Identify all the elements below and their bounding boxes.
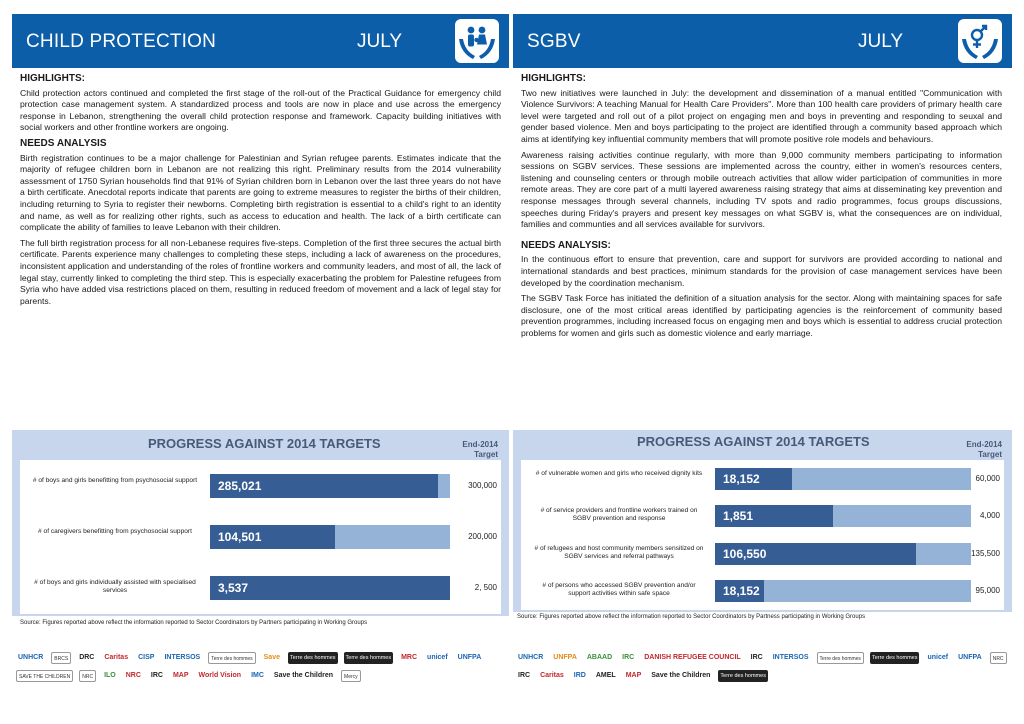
section-month: JULY	[357, 31, 403, 52]
target-label: 135,500	[971, 548, 1000, 558]
target-label: 200,000	[468, 531, 497, 541]
partner-logo: World Vision	[198, 672, 242, 679]
partner-logo: IRD	[573, 672, 586, 679]
partner-logo: Terre des hommes	[208, 652, 255, 664]
needs-analysis-paragraph: The SGBV Task Force has initiated the definition of a situation analysis for the sector. Along with maintaining spaces for safe disclosure, one of the most critical areas identified by participating agencies is the reinforcement of community based prevention programmes, including increased focus on engaging men and boys which is essential to address crucial protection problems for women and girls such as domestic violence and early marriage.	[521, 293, 1002, 338]
needs-analysis-paragraph: Birth registration continues to be a major challenge for Palestinian and Syrian refugee parents. Estimates indicate that the majority of refugee children born in Lebanon are not realizing this right. Preliminary results from the 2014 vulnerability assessment of 1750 Syrian households find that 91% of Syrian children born in Lebanon over the last three years do not have a birth certificate. Anecdotal reports indicate that parents are going to extreme measures to register the births of their children, including returning to Syria to register their newborns. Completing birth registration is essential to a child's right to an identity and name, as well as for realizing other rights, such as access to education and health. The lack of a birth certificate can complicate the ability of families to leave Lebanon with their children.	[20, 152, 501, 233]
category-label: # of persons who accessed SGBV prevention and/or support activities within safe space	[542, 582, 696, 598]
chart-title: PROGRESS AGAINST 2014 TARGETS	[637, 434, 870, 449]
partner-logo: IMC	[251, 672, 264, 679]
partner-logo: Terre des hommes	[718, 670, 768, 682]
category-label: # of caregivers benefitting from psychosocial support	[38, 527, 192, 535]
value-label: 18,152	[723, 471, 760, 486]
needs-analysis-heading: NEEDS ANALYSIS:	[521, 239, 611, 251]
section-title: CHILD PROTECTION	[26, 31, 217, 52]
source-note: Source: Figures reported above reflect the information reported to Sector Coordinators by Partners participating in Working Groups	[20, 620, 368, 626]
partner-logo: MRC	[401, 654, 418, 661]
sgbv-panel	[513, 14, 1012, 68]
highlights-paragraph: Awareness raising activities continue regularly, with more than 9,000 community members participating to information sessions on SGBV services. These sessions are implemented across the country, either in women's resources centers, listening and counseling centers or through mobile outreach activities that allow wider participation of communities in more remote areas. They are core part of a multi layered awareness raising strategy that aims at disseminating key prevention and response messages through several channels, including TV spots and radio programmes, focus groups discussions, speeches during Friday's prayers and present key messages on what SGBV is, what the consequences are on individual, families and communties and all services available for survivors.	[521, 149, 1002, 230]
target-column-header: End-2014 Target	[462, 440, 498, 459]
partner-logo: NRC	[125, 672, 141, 679]
highlights-heading: HIGHLIGHTS:	[20, 73, 85, 84]
partner-logo: BRCS	[51, 652, 71, 664]
chart-row	[20, 562, 501, 613]
category-label: # of boys and girls individually assisted with specialised services	[34, 578, 196, 594]
partner-logo: MAP	[625, 672, 642, 679]
highlights-paragraph: Two new initiatives were launched in July: the development and dissemination of a manual entitled "Communication with Violence Survivors: A teaching Manual for Health Care Providers". More than 100 health care providers of primary health care level were targeted and roll out of a pilot project on engaging men and boys in preventing and responding to seuxal and gender based violence. Men and boys participating to the project are identified through a community based approach which aims at identifying key influential community members that will promote positive role models and behaviours.	[521, 87, 1002, 144]
partner-logo: Terre des hommes	[344, 652, 394, 664]
partner-logo: MAP	[172, 672, 189, 679]
target-label: 95,000	[975, 586, 1000, 596]
chart-row	[521, 573, 1004, 611]
target-label: 60,000	[975, 473, 1000, 483]
partner-logo: ILO	[104, 672, 116, 679]
category-label: # of vulnerable women and girls who received dignity kits	[535, 469, 703, 477]
partner-logo: IRC	[518, 672, 531, 679]
value-label: 1,851	[723, 509, 754, 524]
partner-logo: UNHCR	[18, 654, 44, 661]
target-label: 2, 500	[474, 582, 497, 592]
partner-logo: Terre des hommes	[870, 652, 920, 664]
partner-logo: Terre des hommes	[288, 652, 338, 664]
target-bar	[210, 576, 450, 600]
target-bar	[210, 525, 450, 549]
needs-analysis-paragraph: The full birth registration process for all non-Lebanese requires five-steps. Completion of the first three secures the actual birth certificate. Parents experience many challenges to completing these steps, including a lack of awareness on the procedures, inconsistent application and understanding of the roles of frontline workers and community leaders, and most of all, the lack of legal stay, currently linked to completing the third step. This is especially exacerbating the problem for Palestine refugees from Syria who have added visa restrictions placed on them, resulting in reduced freedom of movement and a lack of legal stay for parents.	[20, 237, 501, 306]
target-bar	[715, 580, 971, 602]
needs-analysis-paragraph: In the continuous effort to ensure that prevention, care and support for survivors are provided according to national and international standards and best practices, minimum standards for the provision of case management services have been developed by the coordination mechanism.	[521, 254, 1002, 288]
partner-logo: AMEL	[595, 672, 616, 679]
category-label: # of service providers and frontline workers trained on SGBV prevention and response	[540, 507, 698, 523]
partner-logo: CISP	[138, 654, 155, 661]
partner-logo: DRC	[79, 654, 95, 661]
target-bar	[715, 505, 971, 527]
partner-logo: INTERSOS	[772, 654, 809, 661]
child-protection-text	[20, 73, 501, 311]
source-note: Source: Figures reported above reflect the information reported to Sector Coordinators by Partness participating in Working Groups	[517, 614, 866, 620]
partner-logo: NRC	[79, 670, 96, 682]
value-label: 18,152	[723, 584, 760, 599]
partner-logo: UNFPA	[958, 654, 982, 661]
partner-logo: NRC	[990, 652, 1007, 664]
partner-logo: unicef	[427, 654, 448, 661]
partner-logo: SAVE THE CHILDREN	[16, 670, 73, 682]
family-hands-icon	[453, 17, 501, 65]
chart-row	[521, 498, 1004, 536]
category-label: # of boys and girls benefitting from psychosocial support	[32, 476, 198, 484]
child-protection-panel	[12, 14, 509, 68]
partner-logo: DANISH REFUGEE COUNCIL	[644, 654, 741, 661]
target-bar	[210, 474, 450, 498]
target-bar	[715, 468, 971, 490]
child-protection-banner	[12, 14, 509, 68]
partner-logo: ABAAD	[586, 654, 613, 661]
target-bar	[715, 543, 971, 565]
partner-logo: Save the Children	[273, 672, 334, 679]
chart-row	[521, 460, 1004, 498]
partner-logo: IRC	[150, 672, 163, 679]
value-label: 104,501	[218, 529, 262, 544]
value-label: 3,537	[218, 580, 249, 595]
partner-logo: Caritas	[104, 654, 129, 661]
value-label: 106,550	[723, 546, 767, 561]
section-month: JULY	[858, 31, 904, 52]
highlights-heading: HIGHLIGHTS:	[521, 73, 586, 84]
progress-chart-sgbv	[513, 430, 1012, 612]
partner-logo: IRC	[622, 654, 635, 661]
partner-logo: INTERSOS	[164, 654, 201, 661]
partner-logo: Save the Children	[651, 672, 711, 679]
target-column-header: End-2014 Target	[966, 440, 1002, 459]
gender-hands-icon	[956, 17, 1004, 65]
value-label: 285,021	[218, 478, 262, 493]
highlights-text: Child protection actors continued and completed the first stage of the roll-out of the Practical Guidance for emergency child protection case management system. A standardized process and tools are now in place and use across the emergency response in Lebanon, strengthening the overall child protection response and framework. Capacity building initiatives with social workers and other frontline workers are ongoing.	[20, 87, 501, 133]
target-label: 300,000	[468, 480, 497, 490]
partner-logos	[516, 652, 1010, 718]
section-title: SGBV	[527, 31, 581, 52]
partner-logo: IRC	[750, 654, 763, 661]
progress-chart-child-protection	[12, 430, 509, 616]
category-label: # of refugees and host community members sensitized on SGBV services and referral pathways	[534, 544, 704, 560]
partner-logo: Save	[263, 654, 280, 661]
partner-logo: unicef	[927, 654, 949, 661]
chart-row	[20, 460, 501, 511]
needs-analysis-heading: NEEDS ANALYSIS	[20, 137, 107, 149]
partner-logo: UNFPA	[457, 654, 482, 661]
partner-logo: UNFPA	[553, 654, 577, 661]
chart-title: PROGRESS AGAINST 2014 TARGETS	[148, 436, 381, 451]
chart-row	[521, 535, 1004, 573]
partner-logo: Terre des hommes	[817, 652, 864, 664]
chart-row	[20, 511, 501, 562]
target-label: 4,000	[979, 511, 1000, 521]
partner-logo: Caritas	[540, 672, 564, 679]
partner-logo: Mercy	[341, 670, 361, 682]
chart-plot-area	[521, 460, 1004, 610]
sgbv-text	[521, 73, 1002, 343]
partner-logos	[16, 652, 502, 718]
chart-plot-area	[20, 460, 501, 614]
sgbv-banner	[513, 14, 1012, 68]
partner-logo: UNHCR	[518, 654, 544, 661]
